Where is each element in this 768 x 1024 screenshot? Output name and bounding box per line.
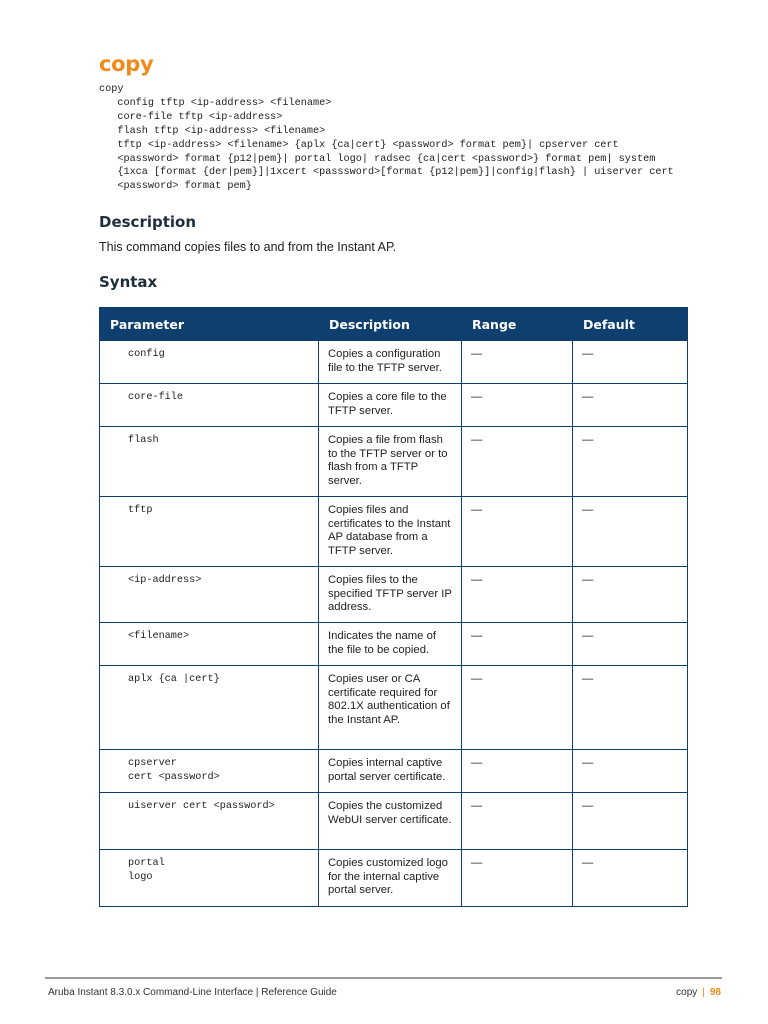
range-cell: — [462, 793, 573, 850]
description-cell: Copies user or CA certificate required for 802.1X authentication of the Instant AP. [319, 666, 462, 750]
range-cell: — [462, 341, 573, 384]
column-header-description: Description [319, 308, 462, 341]
default-cell: — [573, 623, 688, 666]
param-cell: cpserver cert <password> [100, 750, 319, 793]
param-cell: aplx {ca |cert} [100, 666, 319, 750]
description-cell: Copies a core file to the TFTP server. [319, 384, 462, 427]
default-cell: — [573, 384, 688, 427]
syntax-table [99, 307, 688, 907]
command-usage: copy config tftp <ip-address> <filename> core-file tftp <ip-address> flash tftp <ip-address> <filename> tftp <ip-address> <filename> {aplx {ca|cert} <password> format pem}| cpserver cert <password> format {p12|pem}| portal logo| radsec {ca|cert <password>} format pem| system {1xca [format {der|pem}]|1xcert <passsword>[format {p12|pem}]|config|flash} | uiserver cert <password> format pem} [99, 84, 674, 193]
table-row [100, 750, 688, 793]
table-row [100, 793, 688, 850]
footer-divider [45, 977, 722, 979]
column-header-range: Range [462, 308, 573, 341]
footer-guide-title: Aruba Instant 8.3.0.x Command-Line Interface | Reference Guide [48, 987, 337, 998]
default-cell: — [573, 793, 688, 850]
syntax-heading: Syntax [99, 273, 158, 291]
footer-separator: | [702, 987, 705, 998]
table-row [100, 427, 688, 497]
syntax-table-body [100, 341, 688, 907]
description-cell: Copies customized logo for the internal captive portal server. [319, 850, 462, 907]
range-cell: — [462, 497, 573, 567]
default-cell: — [573, 850, 688, 907]
description-cell: Copies files to the specified TFTP server IP address. [319, 567, 462, 623]
param-cell: <ip-address> [100, 567, 319, 623]
page-title: copy [99, 52, 154, 76]
footer-page-info [676, 987, 721, 998]
param-cell: core-file [100, 384, 319, 427]
table-row [100, 850, 688, 907]
range-cell: — [462, 850, 573, 907]
table-row [100, 567, 688, 623]
description-cell: Copies files and certificates to the Instant AP database from a TFTP server. [319, 497, 462, 567]
default-cell: — [573, 567, 688, 623]
default-cell: — [573, 497, 688, 567]
description-cell: Copies a file from flash to the TFTP server or to flash from a TFTP server. [319, 427, 462, 497]
table-row [100, 666, 688, 750]
description-cell: Copies the customized WebUI server certificate. [319, 793, 462, 850]
description-heading: Description [99, 213, 197, 231]
table-row [100, 341, 688, 384]
param-cell: tftp [100, 497, 319, 567]
param-cell: uiserver cert <password> [100, 793, 319, 850]
description-cell: Copies internal captive portal server certificate. [319, 750, 462, 793]
description-cell: Copies a configuration file to the TFTP server. [319, 341, 462, 384]
default-cell: — [573, 341, 688, 384]
range-cell: — [462, 623, 573, 666]
range-cell: — [462, 427, 573, 497]
range-cell: — [462, 666, 573, 750]
default-cell: — [573, 427, 688, 497]
default-cell: — [573, 750, 688, 793]
param-cell: flash [100, 427, 319, 497]
syntax-table-header [100, 308, 688, 341]
footer-section-name: copy [676, 987, 698, 998]
default-cell: — [573, 666, 688, 750]
column-header-parameter: Parameter [100, 308, 319, 341]
table-row [100, 497, 688, 567]
description-text: This command copies files to and from the Instant AP. [99, 240, 397, 254]
range-cell: — [462, 750, 573, 793]
description-cell: Indicates the name of the file to be copied. [319, 623, 462, 666]
header-row [100, 308, 688, 341]
table-row [100, 384, 688, 427]
param-cell: config [100, 341, 319, 384]
table-row [100, 623, 688, 666]
param-cell: portal logo [100, 850, 319, 907]
page-number: 98 [709, 987, 721, 998]
range-cell: — [462, 567, 573, 623]
param-cell: <filename> [100, 623, 319, 666]
column-header-default: Default [573, 308, 688, 341]
range-cell: — [462, 384, 573, 427]
